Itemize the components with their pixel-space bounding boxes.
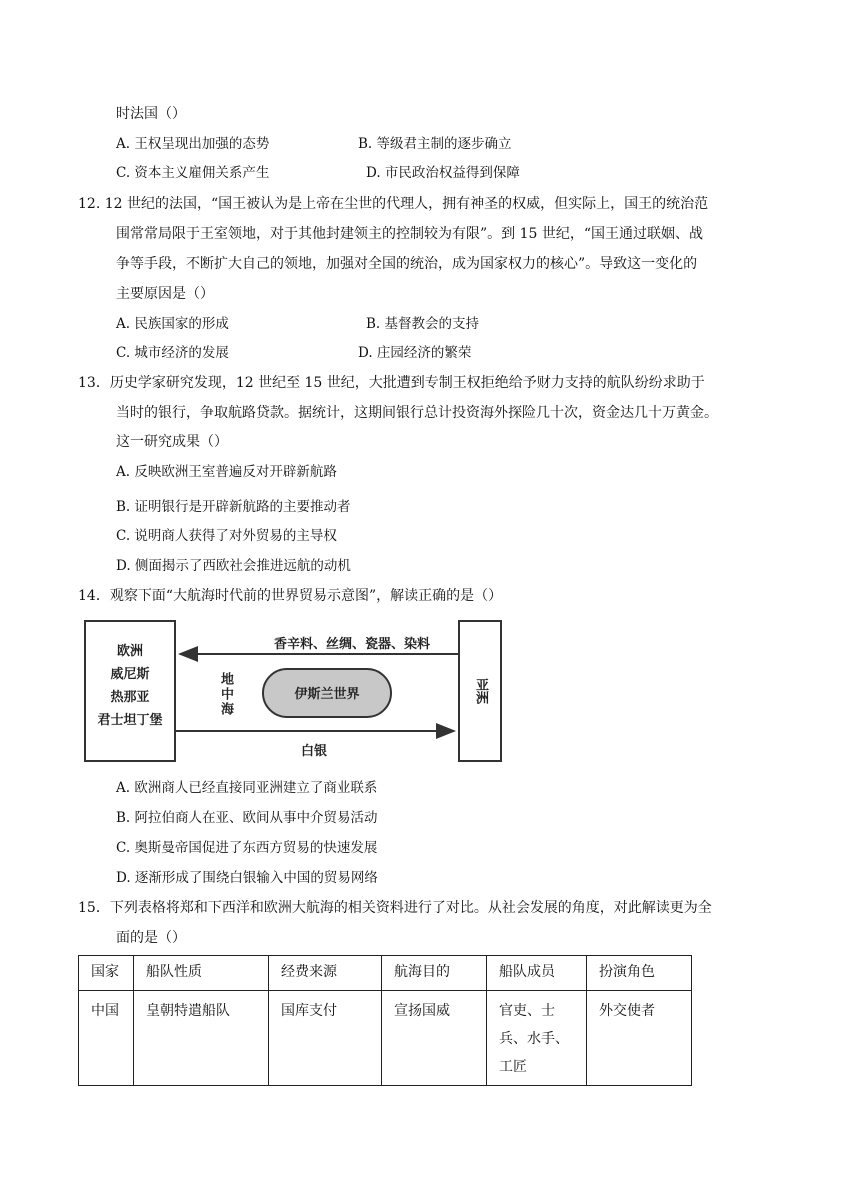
table-row <box>79 991 692 1086</box>
genoa-label: 热那亚 <box>110 690 150 705</box>
mediterranean-label: 地中海 <box>218 671 233 717</box>
table-cell: 宣扬国威 <box>382 991 487 1086</box>
asia-label: 亚洲 <box>473 678 488 704</box>
q14-option-c[interactable]: C. 奥斯曼帝国促进了东西方贸易的快速发展 <box>116 840 378 856</box>
q12-stem-line-1: 12. 12 世纪的法国，“国王被认为是上帝在尘世的代理人，拥有神圣的权威，但实际上，国王的统治范 <box>78 196 709 212</box>
q11-option-c[interactable]: C. 资本主义雇佣关系产生 <box>116 165 270 181</box>
table-cell: 中国 <box>79 991 134 1086</box>
q14-option-d[interactable]: D. 逐渐形成了围绕白银输入中国的贸易网络 <box>116 870 378 886</box>
q12-option-a[interactable]: A. 民族国家的形成 <box>116 316 229 332</box>
q15-stem-line-2: 面的是（） <box>116 930 186 946</box>
table-header-cell: 经费来源 <box>269 956 382 991</box>
q12-stem-line-4: 主要原因是（） <box>116 286 214 302</box>
q14-option-b[interactable]: B. 阿拉伯商人在亚、欧间从事中介贸易活动 <box>116 810 378 826</box>
q13-stem-line-3: 这一研究成果（） <box>116 434 228 450</box>
q13-stem-line-1: 13．历史学家研究发现，12 世纪至 15 世纪，大批遭到专制王权拒绝给予财力支持的航队纷纷求助于 <box>78 375 705 391</box>
table-cell: 皇朝特遣船队 <box>134 991 269 1086</box>
table-header-cell: 扮演角色 <box>587 956 692 991</box>
q12-option-b[interactable]: B. 基督教会的支持 <box>366 316 480 332</box>
table-header-row <box>79 956 692 991</box>
table-header-cell: 国家 <box>79 956 134 991</box>
q13-option-d[interactable]: D. 侧面揭示了西欧社会推进远航的动机 <box>116 558 351 574</box>
constantinople-label: 君士坦丁堡 <box>97 713 163 728</box>
table-cell: 官吏、士兵、水手、工匠 <box>487 991 587 1086</box>
table-header-cell: 航海目的 <box>382 956 487 991</box>
q13-option-c[interactable]: C. 说明商人获得了对外贸易的主导权 <box>116 528 337 544</box>
trade-diagram <box>84 620 504 762</box>
venice-label: 威尼斯 <box>110 667 150 682</box>
q12-option-c[interactable]: C. 城市经济的发展 <box>116 345 229 361</box>
q13-option-a[interactable]: A. 反映欧洲王室普遍反对开辟新航路 <box>116 464 337 480</box>
table-header-cell: 船队成员 <box>487 956 587 991</box>
q12-stem-line-2: 围常常局限于王室领地，对于其他封建领主的控制较为有限”。到 15 世纪，“国王通过联姻、战 <box>116 226 704 242</box>
q12-option-d[interactable]: D. 庄园经济的繁荣 <box>358 345 472 361</box>
q11-option-a[interactable]: A. 王权呈现出加强的态势 <box>116 136 270 152</box>
q11-option-b[interactable]: B. 等级君主制的逐步确立 <box>358 136 512 152</box>
q11-option-d[interactable]: D. 市民政治权益得到保障 <box>366 165 520 181</box>
europe-label: 欧洲 <box>116 644 143 659</box>
europe-labels <box>84 640 176 732</box>
comparison-table <box>78 955 692 1086</box>
table-header-cell: 船队性质 <box>134 956 269 991</box>
q12-stem-line-3: 争等手段，不断扩大自己的领地，加强对全国的统治，成为国家权力的核心”。导致这一变化的 <box>116 256 698 272</box>
q13-option-b[interactable]: B. 证明银行是开辟新航路的主要推动者 <box>116 499 351 515</box>
islam-world-label: 伊斯兰世界 <box>294 687 360 702</box>
goods-label: 香辛料、丝绸、瓷器、染料 <box>273 637 430 652</box>
table-cell: 外交使者 <box>587 991 692 1086</box>
q13-stem-line-2: 当时的银行，争取航路贷款。据统计，这期间银行总计投资海外探险几十次，资金达几十万黄金。 <box>116 405 718 421</box>
table-cell: 国库支付 <box>269 991 382 1086</box>
q11-stem-continuation: 时法国（） <box>116 106 186 122</box>
q15-stem-line-1: 15．下列表格将郑和下西洋和欧洲大航海的相关资料进行了对比。从社会发展的角度，对此解读更为全 <box>78 900 712 916</box>
q14-option-a[interactable]: A. 欧洲商人已经直接同亚洲建立了商业联系 <box>116 780 378 796</box>
q14-stem: 14．观察下面“大航海时代前的世界贸易示意图”，解读正确的是（） <box>78 588 503 604</box>
silver-label: 白银 <box>300 744 327 759</box>
